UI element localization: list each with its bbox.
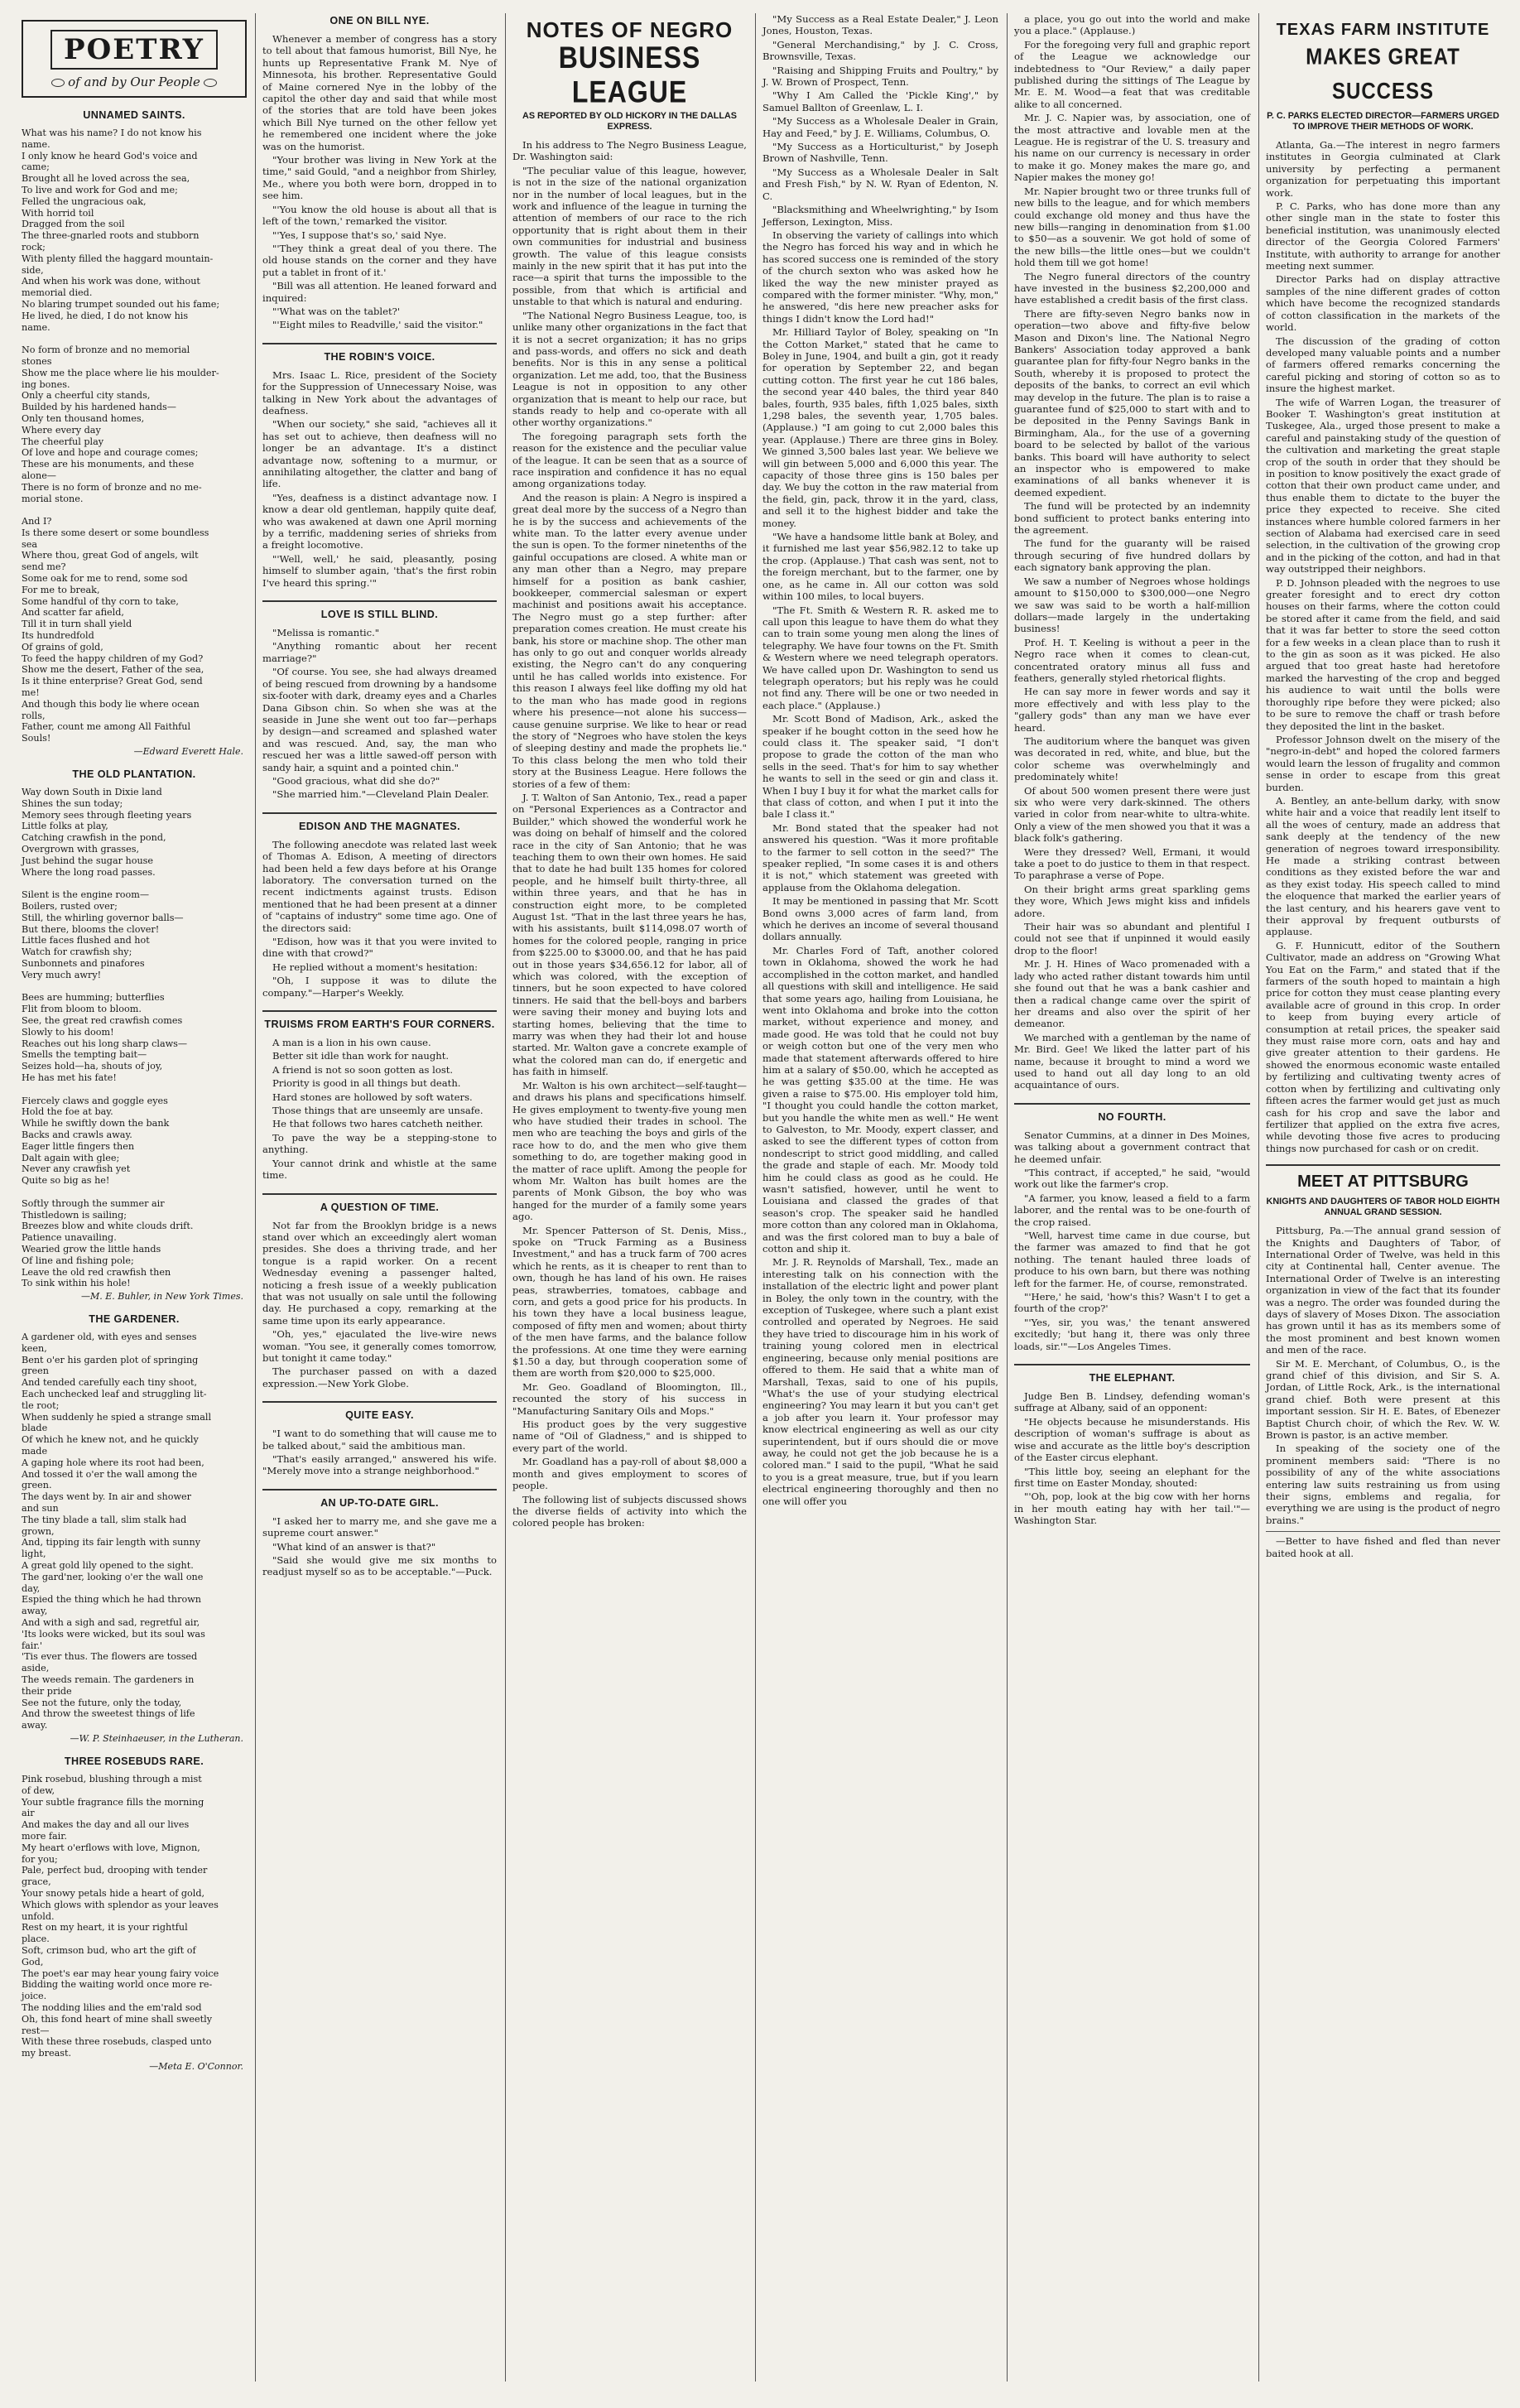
paragraph: Prof. H. T. Keeling is without a peer in the Negro race when it comes to clean-cut, concentrated oratory minus all fuss and feathers, generally styled rhetorical flights.: [1014, 636, 1250, 684]
paragraph: Mrs. Isaac L. Rice, president of the Society for the Suppression of Unnecessary Noise, was talking in New York about the advantages of deafness.: [262, 368, 497, 417]
section-heading: TRUISMS FROM EARTH'S FOUR CORNERS.: [262, 1010, 497, 1030]
paragraph: "We have a handsome little bank at Boley, and it furnished me last year $56,982.12 to take up the crop. (Applause.) That cash was sent, not to the foreign merchant, but to the farmer, one by one, as he came in. All our cotton was sold within 100 miles, to local buyers.: [762, 531, 998, 603]
paragraph: Director Parks had on display attractive samples of the nine different grades of cotton which have become the recognized standards of cotton classification in the markets of the world.: [1266, 273, 1500, 334]
paragraph: "When our society," she said, "achieves all it has set out to achieve, then deafness will no longer be an advantage. It's a distinct advantage now, softening to a murmur, or annihilating altogether, the clatter and bang of life.: [262, 418, 497, 490]
paragraph: Mr. Walton is his own architect—self-taught—and draws his plans and specifications himself. He gives employment to twenty-five young men who have studied their trades in school. The men who are teaching the boys and girls of the race how to do, and the men who give them something to do, are together making good in the matter of race uplift. Among the people for whom Mr. Walton has built homes are the parents of Monk Gibson, the boy who was hanged for the murder of a family some years ago.: [512, 1079, 747, 1223]
paragraph: We saw a number of Negroes whose holdings amount to $150,000 to $300,000—one Negro we saw was said to be worth a half-million dollars—made largely in the undertaking business!: [1014, 575, 1250, 635]
paragraph: The wife of Warren Logan, the treasurer of Booker T. Washington's great institution at Tuskegee, Ala., urged those present to make a careful and painstaking study of the question of the cultivation and marketing the great staple crop of the south in order that they should be in position to know positively the exact grade of cotton that their own product came under, and thus enable them to dictate to the buyer the price they expected to receive. She cited instances where humble colored farmers in her section of Alabama had exercised care in seed selection, in the cultivation of the growing crop and in the picking of the cotton, and had in that way outstripped their neighbors.: [1266, 396, 1500, 576]
section-heading: ONE ON BILL NYE.: [329, 15, 430, 26]
paragraph: A. Bentley, an ante-bellum darky, with snow white hair and a voice that readily lent itself to all the woes of century, made an address that sank deeply at the tendency of the new generation of negroes toward irresponsibility. He made a striking contrast between conditions as they existed before the war and as they exist today. His speech called to mind the eloquence that marked the earlier years of the last century, and his hearers gave vent to their approval by frequent outbursts of applause.: [1266, 794, 1500, 938]
paragraph: Senator Cummins, at a dinner in Des Moines, was talking about a government contract that he deemed unfair.: [1014, 1129, 1250, 1165]
paragraph: "The peculiar value of this league, however, is not in the size of the national organization nor in the number of local leagues, but in the work and influence of the league in turning the attention of members of our race to the rich opportunity that is right about them in their own communities for industrial and business growth. The value of this league consists mainly in the new spirit that it has put into the race—a spirit that turns the impossible to the possible, from that which is artificial and unstable to that which is natural and enduring.: [512, 164, 747, 308]
paragraph: "My Success as a Horticulturist," by Joseph Brown of Nashville, Tenn.: [762, 141, 998, 165]
paragraph: "Anything romantic about her recent marriage?": [262, 640, 497, 664]
paragraph: We marched with a gentleman by the name of Mr. Bird. Gee! We liked the latter part of his name, because it brought to mind a word we used to hand out all day long to an old acquaintance of ours.: [1014, 1031, 1250, 1091]
league-subhead: AS REPORTED BY OLD HICKORY IN THE DALLAS EXPRESS.: [522, 111, 737, 132]
paragraph: "'Yes, I suppose that's so,' said Nye.: [272, 229, 447, 241]
paragraph: Mr. J. C. Napier was, by association, one of the most attractive and lovable men at the League. He is registrar of the U. S. treasury and his name on our currency is necessary in order to make it go. Money makes the mare go, and Napier makes the money go!: [1014, 112, 1250, 184]
paragraph: The discussion of the grading of cotton developed many valuable points and a number of farmers offered remarks concerning the careful picking and storing of cotton so as to insure the highest market.: [1266, 335, 1500, 395]
paragraph: "General Merchandising," by J. C. Cross, Brownsville, Texas.: [762, 38, 998, 63]
paragraph: Were they dressed? Well, Ermani, it would take a poet to do justice to them in that respect. To paraphrase a verse of Pope.: [1014, 845, 1250, 882]
column-league-notes: [1007, 13, 1257, 2382]
paragraph: It may be mentioned in passing that Mr. Scott Bond owns 3,000 acres of farm land, from which he derives an income of several thousand dollars annually.: [762, 895, 998, 943]
paragraph: Mr. Hilliard Taylor of Boley, speaking on "In the Cotton Market," stated that he came to Boley in June, 1904, and built a gin, got it ready for operation by September 22, and began cutting cotton. The first year he cut 186 bales, the second year 440 bales, the third year 840 bales, fourth, 935 bales, fifth 1,025 bales, sixth 1,298 bales, the seventh year, 1,705 bales. (Applause.) "I am going to cut 2,000 bales this year. (Applause.) There are three gins in Boley. We ginned 3,500 bales last year. We believe we will gin between 5,000 and 6,000 this year. The capacity of those three gins is 150 bales per day. We buy the cotton in the raw material from the field, gin, pack, throw it in the yard, class, and sell it to the highest bidder and take the money.: [762, 326, 998, 529]
paragraph: "Edison, how was it that you were invited to dine with that crowd?": [262, 936, 497, 960]
league-notes-body: [1014, 13, 1250, 1091]
section-heading: EDISON AND THE MAGNATES.: [262, 812, 497, 832]
paragraph: P. D. Johnson pleaded with the negroes to use greater foresight and to erect dry cotton houses on their farms, where the cotton could be stored after it came from the field, and said that it was far better to store the seed cotton for a few weeks in a clean place than to rush it to the gin as soon as it was picked. He also argued that too great haste had heretofore marked the harvesting of the crop and begged his audience to wait until the bolls were thoroughly ripe before they were picked; also to be sure to remove the chaff or trash before they deposited the lint in the basket.: [1266, 576, 1500, 732]
paragraph: Better sit idle than work for naught.: [272, 1050, 450, 1062]
section-heading: NO FOURTH.: [1014, 1103, 1250, 1123]
paragraph: For the foregoing very full and graphic report of the League we acknowledge our indebtedness to "Our Review," a daily paper published during the sittings of The League by Mr. E. M. Wood—a feat that was creditable alike to all concerned.: [1014, 38, 1250, 110]
paragraph: Sir M. E. Merchant, of Columbus, O., is the grand chief of this division, and Sir S. A. Jordan, of Little Rock, Ark., is the international grand chief. Both were present at this important session. Sir H. E. Bates, of Ebenezer Baptist Church choir, of which the Rev. W. W. Brown is pastor, is an active member.: [1266, 1357, 1500, 1442]
paragraph: "Why I Am Called the 'Pickle King'," by Samuel Ballton of Greenlaw, L. I.: [762, 89, 998, 113]
paragraph: Professor Johnson dwelt on the misery of the "negro-in-debt" and hoped the colored farmers would learn the lesson of frugality and common sense in order to escape from this great burden.: [1266, 733, 1500, 793]
paragraph: The Negro funeral directors of the country have invested in the business $2,200,000 and have established a credit basis of the first class.: [1014, 270, 1250, 306]
paragraph: Judge Ben B. Lindsey, defending woman's suffrage at Albany, said of an opponent:: [1014, 1390, 1250, 1414]
paragraph: "Melissa is romantic.": [272, 627, 380, 639]
paragraph: "'Well, well,' he said, pleasantly, posing himself to slumber again, 'that's the first robin I've heard this spring.'": [262, 552, 497, 589]
poetry-subtitle: of and by Our People: [28, 75, 240, 89]
paragraph: Mr. Scott Bond of Madison, Ark., asked the speaker if he bought cotton in the seed how he could class it. The speaker said, "I don't propose to grade the cotton of the man who sells in the seed. That's for him to say whether he wants to sell in the seed or gin and class it. When I buy I buy it for what the market calls for that class of cotton, and when I put it into the bale I class it.": [762, 713, 998, 821]
paragraph: "'They think a great deal of you there. The old house stands on the corner and they have put a tablet in front of it.': [262, 242, 497, 278]
column-league-continued: [755, 13, 1005, 2382]
pittsburg-heading: MEET AT PITTSBURG: [1266, 1164, 1500, 1192]
paragraph: Of about 500 women present there were just six who were very dark-skinned. The others varied in color from near-white to ultra-white. Only a view of the men showed you that it was a black folk's gathering.: [1014, 784, 1250, 845]
poem-verse: What was his name? I do not know his name. I only know he heard God's voice and came; Brought all he loved across the sea, To live and work for God and me; Felled the ungracious oak, With horrid toil Dragged from the soil The three-gnarled roots and stubborn rock; With plenty filled the haggard mountain- side, And when his work was done, without memorial died. No blaring trumpet sounded out his fame; He lived, he died, I do not know his name. No form of bronze and no memorial stones Show me the place where lie his moulder- ing bones. Only a cheerful city stands, Builded by his hardened hands— Only ten thousand homes, Where every day The cheerful play Of love and hope and courage comes; These are his monuments, and these alone— There is no form of bronze and no me- morial stone. And I? Is there some desert or some boundless sea Where thou, great God of angels, wilt send me? Some oak for me to rend, some sod For me to break, Some handful of thy corn to take, And scatter far afield, Till it in turn shall yield Its hundredfold Of grains of gold, To feed the happy children of my God? Show me the desert, Father of the sea, Is it thine enterprise? Great God, send me! And though this body lie where ocean rolls, Father, count me among All Faithful Souls!: [22, 128, 220, 744]
leaf-ornament-icon: [204, 79, 217, 87]
leaf-ornament-icon: [51, 79, 65, 87]
poem-credit: —Meta E. O'Connor.: [149, 2060, 243, 2072]
poem-credit: —W. P. Steinhaeuser, in the Lutheran.: [70, 1732, 243, 1744]
paragraph: There are fifty-seven Negro banks now in operation—two above and fifty-five below Mason and Dixon's line. The National Negro Bankers' Association today approved a bank guarantee plan for fifty-four Negro banks in the South, whereby it is proposed to protect the deposits of the banks, to correct an evil which may develop in the future. The plan is to raise a guarantee fund of $25,000 to start with and to be deposited in the Penny Savings Bank in Birmingham, Ala., for the use of a governing board to be selected by ballot of the various banks. This board will have authority to select an inspector who is empowered to make examinations of all banks whenever it is deemed expedient.: [1014, 307, 1250, 498]
paragraph: "'You know the old house is about all that is left of the town,' remarked the visitor.: [262, 203, 497, 228]
poem-title: UNNAMED SAINTS.: [83, 109, 185, 121]
poem-title: THE OLD PLANTATION.: [72, 768, 196, 781]
paragraph: The fund for the guaranty will be raised through securing of five hundred dollars by each signatory bank approving the plan.: [1014, 537, 1250, 574]
paragraph: Your cannot drink and whistle at the same time.: [262, 1157, 497, 1182]
paragraph: "The Ft. Smith & Western R. R. asked me to call upon this league to have them do what they can to train some young men along the lines of telegraphy. We have four towns on the Ft. Smith & Western where we need telegraph operators. We have called upon Dr. Washington to send us telegraph operators; but his reply was he could not find any. There will be one or two needed in each place." (Applause.): [762, 604, 998, 711]
column-anecdotes: [255, 13, 503, 2382]
paragraph: Whenever a member of congress has a story to tell about that famous humorist, Bill Nye, he hunts up Representative Frank M. Nye of Minnesota, his brother. Representative Gould of Maine cornered Nye in the lobby of the capitol the other day and said that while most of the stories that are told have been jokes which Bill Nye turned on the other fellow yet he remembered one incident where the joke was on the humorist.: [262, 33, 497, 152]
paragraph: "My Success as a Real Estate Dealer," J. Leon Jones, Houston, Texas.: [762, 13, 998, 37]
farm-article-body: [1266, 139, 1500, 1154]
paragraph: "Said she would give me six months to readjust myself so as to be acceptable."—Puck.: [262, 1554, 497, 1578]
poem-verse: Pink rosebud, blushing through a mist of dew, Your subtle fragrance fills the morning air And makes the day and all our lives more fair. My heart o'erflows with love, Mignon, for you; Pale, perfect bud, drooping with tender grace, Your snowy petals hide a heart of gold, Which glows with splendor as your leaves unfold. Rest on my heart, it is your rightful place. Soft, crimson bud, who art the gift of God, The poet's ear may hear young fairy voice Bidding the waiting world once more re- joice. The nodding lilies and the em'rald sod Oh, this fond heart of mine shall sweetly rest— With these three rosebuds, clasped unto my breast.: [22, 1773, 219, 2059]
paragraph: On their bright arms great sparkling gems they wore, Which Jews might kiss and infidels adore.: [1014, 883, 1250, 919]
paragraph: "Oh, yes," ejaculated the live-wire news woman. "You see, it generally comes tomorrow, but tonight it came today.": [262, 1328, 497, 1364]
paragraph: To pave the way be a stepping-stone to anything.: [262, 1131, 497, 1156]
section-heading: LOVE IS STILL BLIND.: [262, 600, 497, 620]
paragraph: Mr. J. H. Hines of Waco promenaded with a lady who acted rather distant towards him until she found out that he was a bank cashier and then a radical change came over the spirit of her dreams and also over the spirit of her demeanor.: [1014, 958, 1250, 1030]
paragraph: "He objects because he misunderstands. His description of woman's suffrage is about as wise and accurate as the little boy's description of the Easter circus elephant.: [1014, 1415, 1250, 1464]
paragraph: "I want to do something that will cause me to be talked about," said the ambitious man.: [262, 1428, 497, 1452]
paragraph: "A farmer, you know, leased a field to a farm laborer, and the rental was to be one-fourth of the crop raised.: [1014, 1192, 1250, 1228]
paragraph: "Well, harvest time came in due course, but the farmer was amazed to find that he got nothing. The tenant hauled three loads of produce to his own barn, but there was nothing left for the farmer. He, of course, remonstrated.: [1014, 1230, 1250, 1289]
column-poetry: [15, 13, 253, 2382]
paragraph: "'Oh, pop, look at the big cow with her horns in her mouth eating hay with her tail.'"—Washington Star.: [1014, 1491, 1250, 1527]
poem-credit: —Edward Everett Hale.: [133, 746, 243, 758]
paragraph: "This little boy, seeing an elephant for the first time on Easter Monday, shouted:: [1014, 1465, 1250, 1489]
paragraph: "Your brother was living in New York at the time," said Gould, "and a neighbor from Shirley, Me., where you both were born, dropped in to see him.: [262, 154, 497, 202]
paragraph: "Yes, deafness is a distinct advantage now. I know a dear old gentleman, happily quite deaf, who was awakened at dawn one April morning by a terrific, maddening series of shrieks from a freight locomotive.: [262, 491, 497, 551]
paragraph: "Blacksmithing and Wheelwrighting," by Isom Jefferson, Lexington, Miss.: [762, 204, 998, 228]
league-article-body: [512, 139, 747, 1529]
paragraph: A friend is not so soon gotten as lost.: [272, 1063, 454, 1076]
paragraph: In his address to The Negro Business League, Dr. Washington said:: [512, 139, 747, 163]
paragraph: "Of course. You see, she had always dreamed of being rescued from drowning by a handsome six-footer with dark, dreamy eyes and a Charles Dana Gibson chin. So when she was at the seaside in June she went out too far—perhaps by design—and screamed and splashed water and was rescued. And, say, the man who rescued her was a little sawed-off person with sandy hair, a squint and a pointed chin.": [262, 666, 497, 773]
league-banner-line2: BUSINESS LEAGUE: [558, 40, 701, 109]
paragraph: Mr. Spencer Patterson of St. Denis, Miss., spoke on "Truck Farming as a Business Investment," and has a truck farm of 700 acres which he rents, as it is cheaper to rent than to own, though he has land of his own. He raises peas, strawberries, tomatoes, cabbage and corn, and gets a good price for his products. In his town they have a local business league, composed of fifty men and women; about thirty of the men have farms, and the balance follow the professions. At one time they were earning $1.50 a day, but through cooperation some of them are worth from $20,000 to $25,000.: [512, 1224, 747, 1380]
paragraph: Atlanta, Ga.—The interest in negro farmers institutes in Georgia culminated at Clark university by perfecting a permanent organization for perpetuating this important work.: [1266, 139, 1500, 199]
paragraph: In observing the variety of callings into which the Negro has forced his way and in which he has scored success one is reminded of the story of the church sexton who was asked how he liked the way the new minister prayed as compared with the former minister. "Why, mon," he answered, "dis here new preacher asks for things I didn't know the Lord had!": [762, 229, 998, 325]
paragraph: The following list of subjects discussed shows the diverse fields of activity into which the colored people has broken:: [512, 1493, 747, 1529]
section-heading: THE ELEPHANT.: [1014, 1364, 1250, 1384]
newspaper-page: [15, 13, 1505, 2382]
paragraph: "That's easily arranged," answered his wife. "Merely move into a strange neighborhood.": [262, 1453, 497, 1477]
paragraph: "The National Negro Business League, too, is unlike many other organizations in the fact that it is not a secret organization; it has no grips and pass-words, and offers no sick and death benefits. Nor is this in any sense a political organization. Let me add, too, that the Business League is not in opposition to any other organization that is meant to help our race, but stands ready to help and co-operate with all other worthy organizations.": [512, 309, 747, 429]
paragraph: His product goes by the very suggestive name of "Oil of Gladness," and is shipped to every part of the world.: [512, 1418, 747, 1454]
paragraph: "'Here,' he said, 'how's this? Wasn't I to get a fourth of the crop?': [1014, 1291, 1250, 1315]
poem-verse: Way down South in Dixie land Shines the sun today; Memory sees through fleeting years Little folks at play, Catching crawfish in the pond, Overgrown with grasses, Just behind the sugar house Where the long road passes. Silent is the engine room— Boilers, rusted over; Still, the whirling governor balls— But there, blooms the clover! Little faces flushed and hot Watch for crawfish shy; Sunbonnets and pinafores Very much awry! Bees are humming; butterflies Flit from bloom to bloom. See, the great red crawfish comes Slowly to his doom! Reaches out his long sharp claws— Smells the tempting bait— Seizes hold—ha, shouts of joy, He has met his fate! Fiercely claws and goggle eyes Hold the foe at bay. While he swiftly down the bank Backs and crawls away. Eager little fingers then Dalt again with glee; Never any crawfish yet Quite so big as he! Softly through the summer air Thistledown is sailing; Breezes blow and white clouds drift. Patience unavailing. Wearied grow the little hands Of line and fishing pole; Leave the old red crawfish then To sink within his hole!: [22, 787, 194, 1289]
farm-banner-line1: TEXAS FARM INSTITUTE: [1276, 21, 1490, 39]
paragraph: Mr. Geo. Goadland of Bloomington, Ill., recounted the story of his success in "Manufacturing Sanitary Oils and Mops.": [512, 1380, 747, 1417]
paragraph: Mr. Bond stated that the speaker had not answered his question. "Was it more profitable to the farmer to sell cotton in the seed?" The speaker replied, "In some cases it is and others it is not," which statement was greeted with applause from the Oklahoma delegation.: [762, 821, 998, 893]
paragraph: Not far from the Brooklyn bridge is a news stand over which an exceedingly alert woman presides. She does a thriving trade, and her tongue is a rapid worker. On a recent Wednesday evening a passenger halted, noticing a fresh issue of a weekly publication that was not usually on sale until the following day. He purchased a copy, remarking at the same time upon its early appearance.: [262, 1219, 497, 1327]
paragraph: The following anecdote was related last week of Thomas A. Edison, A meeting of directors had been held a few days before at his Orange laboratory. The conversation turned on the recent indictments against trusts. Edison mentioned that he had been present at a dinner of "captains of industry" some time ago. One of the directors said:: [262, 838, 497, 934]
paragraph: Their hair was so abundant and plentiful I could not see that if unpinned it would easily drop to the floor!: [1014, 921, 1250, 956]
column-business-league: [505, 13, 753, 2382]
paragraph: Those things that are unseemly are unsafe.: [272, 1105, 483, 1117]
poem-title: THREE ROSEBUDS RARE.: [64, 1755, 204, 1767]
paragraph: "'Eight miles to Readville,' said the visitor.": [272, 319, 483, 331]
poems-list: [22, 109, 247, 2072]
column-farm-institute: [1258, 13, 1507, 2382]
paragraph: Mr. Napier brought two or three trunks full of new bills to the league, and for which members could exchange old money and thus have the new bills—ranging in denomination from $1.00 to $50—as a souvenir. We got hold of some of the new bills—the little ones—but we couldn't hold them till we got home!: [1014, 185, 1250, 269]
paragraph: G. F. Hunnicutt, editor of the Southern Cultivator, made an address on "Growing What You Eat on the Farm," and stated that if the farmers of the south hoped to maintain a high price for cotton they must cease planting every available acre of ground in this crop. In order to keep from buying every article of consumption at retail prices, the speaker said they must raise more corn, oats and hay and give greater attention to their gardens. He showed the enormous economic waste entailed by fertilizing and cultivating twenty acres of cotton when by fertilizing and cultivating only fifteen acres the farmer would get just as much cash for his crop and save the labor and fertilizer that applied on the extra five acres, while devoting those five acres to producing things now purchased for cash or on credit.: [1266, 939, 1500, 1154]
paragraph: "My Success as a Wholesale Dealer in Grain, Hay and Feed," by J. E. Williams, Columbus, O.: [762, 115, 998, 139]
poem-verse: A gardener old, with eyes and senses keen, Bent o'er his garden plot of springing green And tended carefully each tiny shoot, Each unchecked leaf and struggling lit- tle root; When suddenly he spied a strange small blade Of which he knew not, and he quickly made A gaping hole where its root had been, And tossed it o'er the wall among the green. The days went by. In air and shower and sun The tiny blade a tall, slim stalk had grown, And, tipping its fair length with sunny light, A great gold lily opened to the sight. The gard'ner, looking o'er the wall one day, Espied the thing which he had thrown away, And with a sigh and sad, regretful air, 'Its looks were wicked, but its soul was fair.' 'Tis ever thus. The flowers are tossed aside, The weeds remain. The gardeners in their pride See not the future, only the today, And throw the sweetest things of life away.: [22, 1332, 212, 1731]
paragraph: The purchaser passed on with a dazed expression.—New York Globe.: [262, 1365, 497, 1389]
paragraph: The auditorium where the banquet was given was decorated in red, white, and blue, but the color scheme was overwhelmingly and predominately white!: [1014, 734, 1250, 783]
paragraph: a place, you go out into the world and make you a place." (Applause.): [1014, 13, 1250, 37]
paragraph: "Bill was all attention. He leaned forward and inquired:: [262, 280, 497, 304]
farm-banner-line2: MAKES GREAT SUCCESS: [1306, 44, 1460, 104]
paragraph: Priority is good in all things but death.: [272, 1077, 461, 1090]
paragraph: He replied without a moment's hesitation:: [272, 961, 479, 973]
farm-subhead: P. C. PARKS ELECTED DIRECTOR—FARMERS URGED TO IMPROVE THEIR METHODS OF WORK.: [1267, 111, 1499, 132]
paragraph: The fund will be protected by an indemnity bond sufficient to protect banks entering into the agreement.: [1014, 500, 1250, 537]
paragraph: "What kind of an answer is that?": [272, 1540, 436, 1553]
no-fourth-body: [1014, 1129, 1250, 1352]
poem-title: THE GARDENER.: [89, 1313, 180, 1326]
pittsburg-subhead: KNIGHTS AND DAUGHTERS OF TABOR HOLD EIGHTH ANNUAL GRAND SESSION.: [1266, 1197, 1500, 1218]
paragraph: "Raising and Shipping Fruits and Poultry," by J. W. Brown of Prospect, Tenn.: [762, 64, 998, 89]
paragraph: He can say more in fewer words and say it more effectively and with less play to the "gallery gods" than any man we have ever heard.: [1014, 686, 1250, 734]
league-continued-body: [762, 13, 998, 1507]
league-banner-line1: NOTES OF NEGRO: [526, 17, 734, 42]
elephant-body: [1014, 1390, 1250, 1526]
paragraph: "'What was on the tablet?': [272, 305, 401, 317]
paragraph: A man is a lion in his own cause.: [272, 1037, 431, 1049]
poem-credit: —M. E. Buhler, in New York Times.: [80, 1291, 243, 1303]
paragraph: And the reason is plain: A Negro is inspired a great deal more by the success of a Negro than he is by the success and achievements of the white man. To the latter every avenue under the sun is open. To the former ninetenths of the gainful occupations are closed. A white man or any man other than a Negro, may prepare himself for a position as bank cashier, bookkeeper, commercial salesman or expert machinist and positions await his acceptance. The Negro must go a step further: after preparation comes creation. He must create his bank, his store or machine shop. The other man has only to go out and conquer worlds already existing, the Negro can't do any conquering until he has called worlds into existence. For this reason I always feel like doffing my old hat to the man who has made good in regions where his presence—not alone his success—cause genuine surprise. We like to hear or read the story of "Negroes who have stolen the keys of sleeping destiny and made the prophets lie." To this class belong the men who told their story at the Business League. Here follows the stories of a few of them:: [512, 491, 747, 790]
paragraph: Mr. J. R. Reynolds of Marshall, Tex., made an interesting talk on his connection with the installation of the electric light and power plant in Boley, the only town in the country, with the exception of Tuskegee, where such a plant exist controlled and operated by Negroes. He said they have tried to discourage him in his work of training young colored men in electrical engineering, because only menial positions are offered to them. He said that a white man of Marshall, Texas, said to one of his pupils, "What's the use of your studying electrical engineering? You may learn it but you can't get a job after you learn it. Your professor may know electrical engineering as well as our city superintendent, but if ours should die or move away, he could not get the job because he is a colored man." I said to the pupil, "What he said to you is a great measure, true, but if you learn electrical engineering thoroughly and then no one will offer you: [762, 1256, 998, 1507]
paragraph: Pittsburg, Pa.—The annual grand session of the Knights and Daughters of Tabor, of International Order of Twelve, was held in this city at Continental hall, Center avenue. The International Order of Twelve is an interesting organization in view of the fact that its founder was a negro. The order was founded during the days of slavery of Moses Dixon. The association has grown until it has as its members some of the most prominent and best known women and men of the race.: [1266, 1225, 1500, 1356]
closing-aphorism: —Better to have fished and fled than never baited hook at all.: [1266, 1531, 1500, 1559]
paragraph: P. C. Parks, who has done more than any other single man in the state to foster this beneficial institution, was unanimously elected director of the Georgia Colored Farmers' Institute, with authority to arrange for another meeting next summer.: [1266, 200, 1500, 272]
paragraph: "This contract, if accepted," he said, "would work out like the farmer's crop.: [1014, 1166, 1250, 1191]
anecdotes-list: [262, 15, 497, 1578]
section-heading: QUITE EASY.: [262, 1401, 497, 1421]
paragraph: "I asked her to marry me, and she gave me a supreme court answer.": [262, 1515, 497, 1539]
poetry-masthead: [22, 20, 247, 98]
poetry-title: POETRY: [51, 30, 218, 70]
paragraph: "Good gracious, what did she do?": [272, 774, 440, 787]
section-heading: A QUESTION OF TIME.: [262, 1193, 497, 1213]
paragraph: "My Success as a Wholesale Dealer in Salt and Fresh Fish," by N. W. Ryan of Edenton, N. C.: [762, 166, 998, 202]
paragraph: J. T. Walton of San Antonio, Tex., read a paper on "Personal Experiences as a Contractor and Builder," which showed the wonderful work he was doing on behalf of himself and the colored race in the city of San Antonio; that he was teaching them to own their own homes. He said that to date he had built 135 homes for colored people, and he himself built thirty-three, all within three years, and that he has in construction eight more, to be completed August 1st. "That in the last three years he has, with his assistants, built $114,098.07 worth of homes for the colored people, ranging in price from $225.00 to $3000.00, and that he has paid out in those years $34,656.12 for labor, all of which was colored, with the exception of tinners, but he soon expected to have colored tinners. He said that the bell-boys and barbers were saving their money and buying lots and starting homes, believing that the time to marry was when they had their lot and house started. Mr. Walton gave a concrete example of what the colored man can do, if energetic and has faith in himself.: [512, 791, 747, 1078]
paragraph: In speaking of the society one of the prominent members said: "There is no possibility of any of the white associations entering law suits restraining us from using their signs, emblems and regalia, for everything we are using is the product of negro brains.": [1266, 1442, 1500, 1526]
section-heading: THE ROBIN'S VOICE.: [262, 343, 497, 363]
paragraph: He that follows two hares catcheth neither.: [272, 1118, 483, 1130]
paragraph: "She married him."—Cleveland Plain Dealer.: [272, 788, 489, 801]
section-heading: AN UP-TO-DATE GIRL.: [262, 1489, 497, 1509]
paragraph: Hard stones are hollowed by soft waters.: [272, 1091, 473, 1103]
pittsburg-body: [1266, 1225, 1500, 1526]
paragraph: The foregoing paragraph sets forth the reason for the existence and the peculiar value of the league. It can be seen that as a source of race inspiration and confidence it has no equal among organizations today.: [512, 430, 747, 490]
paragraph: "Oh, I suppose it was to dilute the company."—Harper's Weekly.: [262, 975, 497, 999]
paragraph: Mr. Goadland has a pay-roll of about $8,000 a month and gives employment to scores of people.: [512, 1456, 747, 1492]
paragraph: "'Yes, sir, you was,' the tenant answered excitedly; 'but hang it, there was only three loads, sir.'"—Los Angeles Times.: [1014, 1316, 1250, 1352]
paragraph: Mr. Charles Ford of Taft, another colored town in Oklahoma, showed the work he had accomplished in the cotton market, and handled all questions with skill and intelligence. He said that some years ago, hailing from Louisiana, he went into Oklahoma and broke into the cotton market, without experience and money, and made good. He was told that he could not buy or weigh cotton but one of the very men who made that statement afterwards offered to hire him at a salary of $50.00, which he accepted as he was getting $35.00 at the time. He was given a raise to $75.00. His employer told him, "I thought you could handle the cotton market, but you handle the white men as well." He went to Galveston, to Mr. Moody, expert classer, and asked to see the different types of cotton from nondescript to strict good middling, and called the grade and staple of each. Mr. Moody told him he could class as good as he could. He wasn't satisfied, however, until he went to Louisiana and classed the grades of that season's crop. The speaker said he handled more cotton than any colored man in Oklahoma, and was the first colored man to buy a bale of cotton and ship it.: [762, 944, 998, 1255]
